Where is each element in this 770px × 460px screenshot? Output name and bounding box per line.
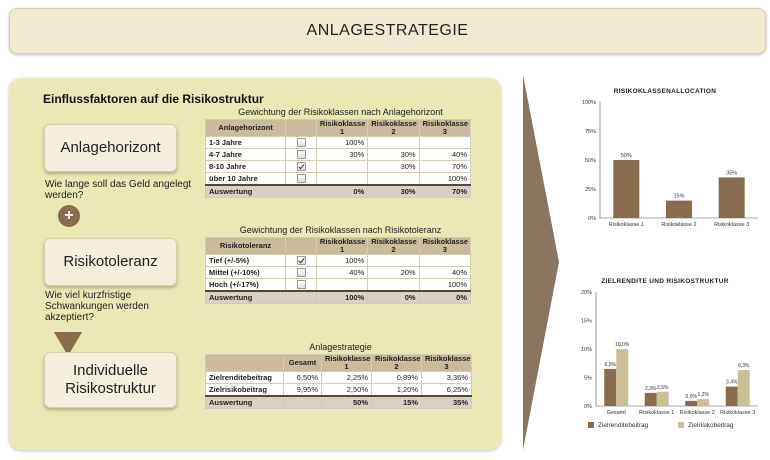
cell	[419, 137, 470, 149]
cell: 6,25%	[422, 384, 472, 397]
row-label: Auswertung	[206, 291, 286, 304]
cell: 40%	[419, 149, 470, 161]
table-header-row	[206, 355, 472, 372]
cell: 9,95%	[284, 384, 322, 397]
table-row	[206, 137, 471, 149]
cell: 40%	[419, 267, 470, 279]
table-header-row	[206, 120, 471, 137]
chart-rendite-risiko	[566, 270, 764, 448]
bar	[738, 370, 750, 406]
column-header: Risikoklasse 2	[372, 355, 422, 372]
chart-allocation	[566, 82, 764, 232]
table-row	[206, 149, 471, 161]
row-label: Mittel (+/-10%)	[206, 267, 286, 279]
plus-icon: +	[58, 205, 80, 227]
cell: 70%	[419, 185, 470, 198]
y-tick-label: 15%	[580, 318, 592, 325]
cell: 0%	[419, 291, 470, 304]
cell: 2,25%	[322, 372, 372, 384]
table-row	[206, 372, 472, 384]
row-checkbox[interactable]	[297, 150, 306, 159]
row-label: 4-7 Jahre	[206, 149, 286, 161]
row-checkbox[interactable]	[297, 162, 306, 171]
bar	[657, 392, 669, 406]
column-header: Risikoklasse 3	[419, 238, 470, 255]
cell: 2,50%	[322, 384, 372, 397]
bar	[645, 393, 657, 406]
cell	[284, 396, 322, 409]
cell: 100%	[316, 291, 367, 304]
column-header: Anlagehorizont	[206, 120, 286, 137]
y-tick-label: 5%	[584, 375, 592, 382]
cell	[419, 255, 470, 267]
row-label: 8-10 Jahre	[206, 161, 286, 173]
data-label: 15%	[673, 193, 685, 200]
table-row	[206, 161, 471, 173]
cell: 0,89%	[372, 372, 422, 384]
row-checkbox[interactable]	[297, 268, 306, 277]
cell: 30%	[368, 149, 419, 161]
bar	[604, 369, 616, 406]
bar	[613, 160, 639, 218]
cell: 50%	[322, 396, 372, 409]
bar	[685, 401, 697, 406]
cell	[316, 161, 367, 173]
data-label: 0,9%	[685, 393, 697, 400]
summary-row	[206, 396, 472, 409]
column-header: Risikoklasse 2	[368, 238, 419, 255]
row-label: Auswertung	[206, 396, 284, 409]
chevron-right-icon	[523, 75, 563, 450]
cell: 100%	[316, 255, 367, 267]
cell: 100%	[316, 137, 367, 149]
y-tick-label: 100%	[581, 100, 596, 106]
row-checkbox[interactable]	[297, 256, 306, 265]
bar	[616, 349, 628, 406]
anlagehorizont-button[interactable]: Anlagehorizont	[44, 124, 177, 172]
data-label: 35%	[726, 170, 738, 177]
data-label: 2,3%	[645, 385, 657, 392]
column-header: Risikoklasse 3	[422, 355, 472, 372]
cell	[368, 279, 419, 292]
legend-label: Zielrisikobeitrag	[688, 422, 734, 429]
row-label: über 10 Jahre	[206, 173, 286, 186]
risikotoleranz-question: Wie viel kurzfristige Schwankungen werden akzeptiert?	[45, 290, 149, 323]
y-tick-label: 0%	[584, 404, 592, 410]
row-label: Hoch (+/-17%)	[206, 279, 286, 292]
cell: 3,36%	[422, 372, 472, 384]
x-tick-label: Risikoklasse 1	[608, 222, 644, 228]
bar	[719, 177, 745, 218]
column-header: Risikoklasse 1	[316, 120, 367, 137]
row-checkbox[interactable]	[297, 280, 306, 289]
cell: 0%	[316, 185, 367, 198]
cell	[316, 279, 367, 292]
chart-title: ZIELRENDITE UND RISIKOSTRUKTUR	[601, 278, 729, 285]
y-tick-label: 25%	[584, 187, 596, 193]
row-label: Zielrenditebeitrag	[206, 372, 284, 384]
cell: 100%	[419, 173, 470, 186]
cell: 6,50%	[284, 372, 322, 384]
allocation-chart-svg	[566, 82, 764, 232]
row-label: Zielrisikobeitrag	[206, 384, 284, 397]
legend-label: Zielrenditebeitrag	[598, 422, 649, 429]
data-label: 1,2%	[697, 392, 709, 399]
table3-title: Anlagestrategie	[309, 342, 372, 352]
cell: 15%	[372, 396, 422, 409]
y-tick-label: 0%	[588, 216, 596, 222]
table-row	[206, 173, 471, 186]
column-header: Risikotoleranz	[206, 238, 286, 255]
data-label: 2,5%	[657, 384, 669, 391]
table1-title: Gewichtung der Risikoklassen nach Anlagehorizont	[238, 107, 443, 117]
page-title: ANLAGESTRATEGIE	[306, 22, 469, 39]
individuelle-risikostruktur-button[interactable]: Individuelle Risikostruktur	[44, 352, 177, 408]
y-tick-label: 10%	[580, 347, 592, 353]
table2-title: Gewichtung der Risikoklassen nach Risikotoleranz	[239, 225, 442, 235]
x-tick-label: Risikoklasse 3	[720, 410, 756, 416]
summary-row	[206, 291, 471, 304]
row-label: Tief (+/-5%)	[206, 255, 286, 267]
bar	[726, 387, 738, 406]
data-label: 3,4%	[726, 379, 738, 386]
column-header: Risikoklasse 3	[419, 120, 470, 137]
cell: 30%	[368, 161, 419, 173]
cell	[316, 173, 367, 186]
summary-row	[206, 185, 471, 198]
legend-swatch	[678, 422, 684, 428]
column-header: Risikoklasse 1	[322, 355, 372, 372]
column-header	[206, 355, 284, 372]
chart-title: RISIKOKLASSENALLOCATION	[613, 88, 717, 95]
x-tick-label: Risikoklasse 2	[679, 410, 715, 416]
cell: 100%	[419, 279, 470, 292]
risikotoleranz-button[interactable]: Risikotoleranz	[44, 238, 177, 286]
row-label: Auswertung	[206, 185, 286, 198]
x-tick-label: Risikoklasse 1	[639, 410, 675, 416]
legend-swatch	[588, 422, 594, 428]
cell: 35%	[422, 396, 472, 409]
rendite-chart-svg	[566, 270, 764, 448]
table-header-row	[206, 238, 471, 255]
cell	[368, 255, 419, 267]
row-checkbox[interactable]	[297, 174, 306, 183]
column-header: Gesamt	[284, 355, 322, 372]
data-label: 10,0%	[615, 342, 630, 348]
table-row	[206, 279, 471, 292]
anlagehorizont-table	[205, 119, 471, 198]
risikotoleranz-table	[205, 237, 471, 304]
factors-panel	[9, 78, 501, 450]
data-label: 50%	[620, 153, 632, 159]
data-label: 6,5%	[604, 361, 616, 368]
column-header	[286, 238, 317, 255]
bar	[666, 201, 692, 218]
y-tick-label: 50%	[584, 158, 596, 164]
column-header	[286, 120, 317, 137]
column-header: Risikoklasse 1	[316, 238, 367, 255]
anlagestrategie-table	[205, 354, 472, 409]
x-tick-label: Gesamt	[606, 410, 626, 416]
table-row	[206, 384, 472, 397]
row-label: 1-3 Jahre	[206, 137, 286, 149]
table-row	[206, 255, 471, 267]
cell: 20%	[368, 267, 419, 279]
panel-heading: Einflussfaktoren auf die Risikostruktur	[43, 92, 264, 106]
table-row	[206, 267, 471, 279]
cell	[368, 173, 419, 186]
x-tick-label: Risikoklasse 2	[661, 222, 697, 228]
column-header: Risikoklasse 2	[368, 120, 419, 137]
cell: 70%	[419, 161, 470, 173]
cell: 30%	[368, 185, 419, 198]
cell: 40%	[316, 267, 367, 279]
cell	[368, 137, 419, 149]
cell: 0%	[368, 291, 419, 304]
cell: 1,20%	[372, 384, 422, 397]
title-bar	[9, 8, 766, 54]
cell: 30%	[316, 149, 367, 161]
anlagehorizont-question: Wie lange soll das Geld angelegt werden?	[45, 179, 192, 201]
y-tick-label: 75%	[584, 129, 596, 135]
y-tick-label: 20%	[580, 290, 592, 296]
row-checkbox[interactable]	[297, 138, 306, 147]
bar	[697, 399, 709, 406]
x-tick-label: Risikoklasse 3	[714, 222, 750, 228]
data-label: 6,3%	[738, 363, 750, 370]
